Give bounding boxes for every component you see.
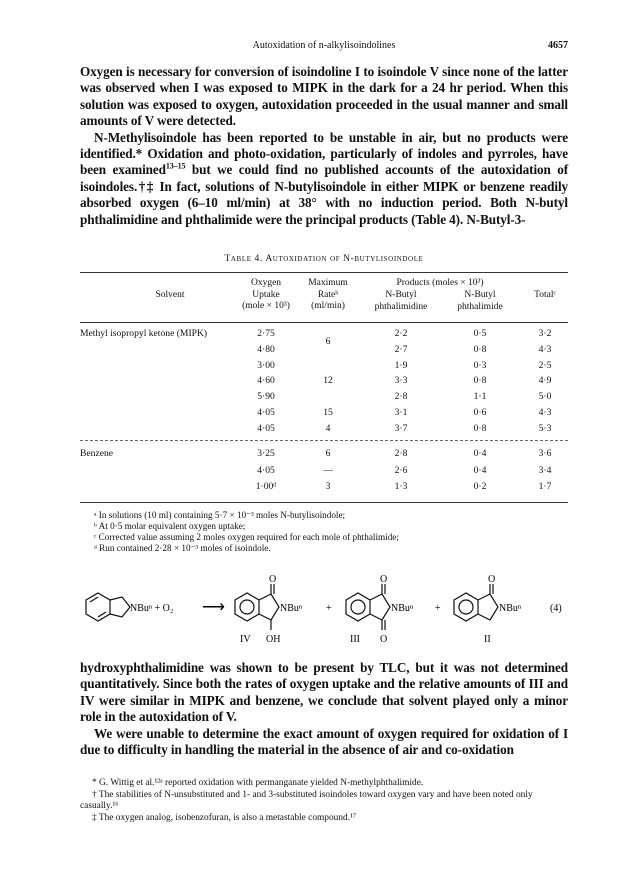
isoindole-reactant-structure bbox=[86, 593, 130, 621]
ii-carbonyl-o: O bbox=[488, 574, 496, 585]
mipk-cell: 0·8 bbox=[473, 422, 487, 434]
mipk-cell: 3·2 bbox=[538, 328, 552, 339]
benzene-cell: — bbox=[323, 464, 333, 476]
reaction-arrow: ⟶ bbox=[202, 599, 225, 616]
mipk-cell: 0·6 bbox=[473, 407, 487, 418]
benzene-cell: 6 bbox=[325, 448, 331, 459]
table-top-rule bbox=[80, 272, 568, 273]
mipk-cell: 0·3 bbox=[473, 359, 487, 371]
th-solvent: Solvent bbox=[155, 290, 185, 300]
mipk-cell: 2·7 bbox=[394, 343, 408, 355]
benzene-cell: 3·6 bbox=[538, 448, 552, 459]
benzene-cell: 3·4 bbox=[538, 464, 552, 476]
table-footnote-d: ᵈ Run contained 2·28 × 10⁻³ moles of isoindole. bbox=[94, 543, 271, 553]
benzene-cell: 4·05 bbox=[257, 464, 275, 476]
footnote-double-dagger: ‡ The oxygen analog, isobenzofuran, is also a metastable compound.¹⁷ bbox=[92, 812, 357, 823]
mipk-cell: 3·1 bbox=[394, 407, 408, 418]
paragraph-1: Oxygen is necessary for conversion of isoindoline I to isoindole V since none of the latter was observed when I was exposed to MIPK in the dark for a 24 hr period. When this solution was exposed to oxygen, autoxidation proceeded in the usual manner and small amounts of V were detected. bbox=[80, 64, 568, 129]
mipk-cell: 0·5 bbox=[473, 328, 487, 339]
th-rate-l3: (ml/min) bbox=[311, 301, 345, 311]
table-footnote-b: ᵇ At 0·5 molar equivalent oxygen uptake; bbox=[94, 521, 246, 531]
paragraph-3: hydroxyphthalimidine was shown to be present by TLC, but it was not determined quantitatively. Since both the rates of oxygen uptake and the relative amounts of III and IV were similar in MIPK and benzene, we conclude that solvent played only a minor role in the autoxidation of V. bbox=[80, 660, 568, 725]
th-nbutyl-phthalimide bbox=[440, 290, 520, 313]
th-oxygen bbox=[236, 278, 296, 313]
benzene-cell: 0·2 bbox=[473, 481, 487, 492]
row-label-mipk: Methyl isopropyl ketone (MIPK) bbox=[80, 328, 208, 339]
mipk-cell: 15 bbox=[323, 407, 333, 418]
benzene-cell: 0·4 bbox=[473, 464, 487, 476]
th-total: Totalᶜ bbox=[534, 290, 556, 300]
benzene-cell: 2·6 bbox=[394, 464, 408, 476]
mipk-cell: 0·8 bbox=[473, 343, 487, 355]
benzene-cell: 0·4 bbox=[473, 448, 487, 459]
mipk-cell: 4·05 bbox=[257, 422, 275, 434]
mipk-cell: 4 bbox=[325, 422, 331, 434]
paragraph-2-part-b: but we could find no published accounts of the autoxidation of isoindoles.†‡ In fact, solutions of N-butylisoindole in either MIPK or benzene readily absorbed oxygen (6–10 ml/min) at 38° with no induction period. Both N-butyl phthalimidine and phthalimide were the principal products (Table 4). N-Butyl-3- bbox=[80, 162, 568, 227]
table-group-rule bbox=[80, 440, 568, 441]
mipk-cell: 2·5 bbox=[538, 359, 552, 371]
benzene-cell: 1·3 bbox=[394, 481, 408, 492]
product-iii-structure bbox=[346, 584, 390, 630]
mipk-cell: 4·05 bbox=[257, 407, 275, 418]
body-text-bottom bbox=[80, 660, 568, 758]
product-ii-label: NBuⁿ bbox=[499, 603, 522, 614]
paragraph-2-part-a: N-Methylisoindole has been reported to be unstable in air, but no products were identified.* Oxidation and photo-oxidation, particularly of indoles and pyrroles, have been examined bbox=[80, 129, 568, 178]
product-iv-label: NBuⁿ bbox=[280, 603, 303, 614]
benzene-cell: 3 bbox=[325, 481, 331, 492]
row-label-benzene: Benzene bbox=[80, 448, 114, 459]
compound-ii-numeral: II bbox=[484, 634, 491, 645]
mipk-shared-rate: 6 bbox=[325, 336, 331, 347]
benzene-cell: 3·25 bbox=[257, 448, 275, 459]
mipk-cell: 5·0 bbox=[538, 391, 552, 403]
mipk-cell: 2·8 bbox=[394, 391, 408, 403]
reaction-scheme bbox=[80, 572, 580, 652]
th-nbutyl1-l2: phthalimidine bbox=[374, 301, 428, 312]
mipk-cell: 4·80 bbox=[257, 343, 275, 355]
table-bottom-rule bbox=[80, 502, 568, 503]
footnote-dagger: † The stabilities of N-unsubstituted and 1- and 3-substituted isoindoles toward oxygen vary and have been noted only casually.¹⁶ bbox=[80, 789, 533, 812]
th-nbutyl-phthalimidine bbox=[360, 290, 442, 313]
running-title: Autoxidation of n-alkylisoindolines bbox=[252, 40, 396, 51]
page-number: 4657 bbox=[548, 40, 568, 51]
th-rate-l2: Rateᵇ bbox=[317, 289, 339, 300]
mipk-cell: 1·1 bbox=[473, 391, 487, 403]
product-iii-label: NBuⁿ bbox=[391, 603, 414, 614]
compound-iv-numeral: IV bbox=[240, 634, 251, 645]
th-rate bbox=[300, 278, 356, 313]
benzene-cell: 1·7 bbox=[538, 481, 552, 492]
compound-iii-numeral: III bbox=[350, 634, 360, 645]
table-caption: Table 4. Autoxidation of N-butylisoindole bbox=[224, 254, 424, 264]
th-nbutyl2-l1: N-Butyl bbox=[464, 290, 496, 300]
iv-carbonyl-o: O bbox=[269, 574, 277, 585]
mipk-cell: 3·00 bbox=[257, 359, 275, 371]
table-footnote-c: ᶜ Corrected value assuming 2 moles oxygen required for each mole of phthalimide; bbox=[94, 532, 399, 542]
body-text-top bbox=[80, 64, 568, 228]
citation-superscript: 13–15 bbox=[165, 162, 186, 172]
th-rate-l1: Maximum bbox=[308, 278, 348, 288]
mipk-cell: 5·90 bbox=[257, 391, 275, 403]
plus-2: + bbox=[435, 603, 441, 614]
reactant-label: NBuⁿ + O₂ bbox=[130, 603, 174, 614]
iv-hydroxyl: OH bbox=[266, 634, 281, 645]
product-ii-structure bbox=[454, 584, 498, 621]
th-oxygen-l2: Uptake bbox=[252, 289, 280, 300]
plus-1: + bbox=[326, 603, 332, 614]
mipk-cell: 12 bbox=[323, 375, 333, 387]
iii-carbonyl-o-top: O bbox=[380, 574, 388, 585]
mipk-cell: 3·3 bbox=[394, 375, 408, 387]
table-header-rule bbox=[80, 322, 568, 323]
mipk-cell: 4·3 bbox=[538, 407, 552, 418]
footnote-star: * G. Wittig et al.¹²ᵃ reported oxidation with permanganate yielded N-methylphthalimide. bbox=[92, 778, 424, 788]
mipk-cell: 4·60 bbox=[257, 375, 275, 387]
th-products: Products (moles × 10³) bbox=[396, 278, 484, 288]
iii-carbonyl-o-bottom: O bbox=[380, 634, 388, 645]
mipk-cell: 3·7 bbox=[394, 422, 408, 434]
page-footnotes bbox=[80, 778, 570, 824]
mipk-cell: 5·3 bbox=[538, 422, 552, 434]
mipk-cell: 4·3 bbox=[538, 343, 552, 355]
benzene-cell: 1·00ᵈ bbox=[255, 481, 277, 492]
equation-number: (4) bbox=[550, 603, 562, 614]
mipk-cell: 0·8 bbox=[473, 375, 487, 387]
mipk-cell: 2·75 bbox=[257, 328, 275, 339]
benzene-cell: 2·8 bbox=[394, 448, 408, 459]
mipk-cell: 2·2 bbox=[394, 328, 408, 339]
th-oxygen-l3: (mole × 10³) bbox=[242, 301, 290, 311]
product-iv-structure bbox=[235, 584, 279, 630]
th-nbutyl1-l1: N-Butyl bbox=[385, 290, 417, 300]
table-footnote-a: ᵃ In solutions (10 ml) containing 5·7 × 10⁻³ moles N-butylisoindole; bbox=[94, 510, 346, 520]
mipk-cell: 4·9 bbox=[538, 375, 552, 387]
paragraph-2 bbox=[80, 130, 568, 228]
paragraph-4: We were unable to determine the exact amount of oxygen required for oxidation of I due to difficulty in handling the material in the absence of air and co-oxidation bbox=[80, 725, 568, 758]
th-nbutyl2-l2: phthalimide bbox=[457, 301, 503, 312]
th-oxygen-l1: Oxygen bbox=[250, 278, 282, 288]
mipk-cell: 1·9 bbox=[394, 359, 408, 371]
